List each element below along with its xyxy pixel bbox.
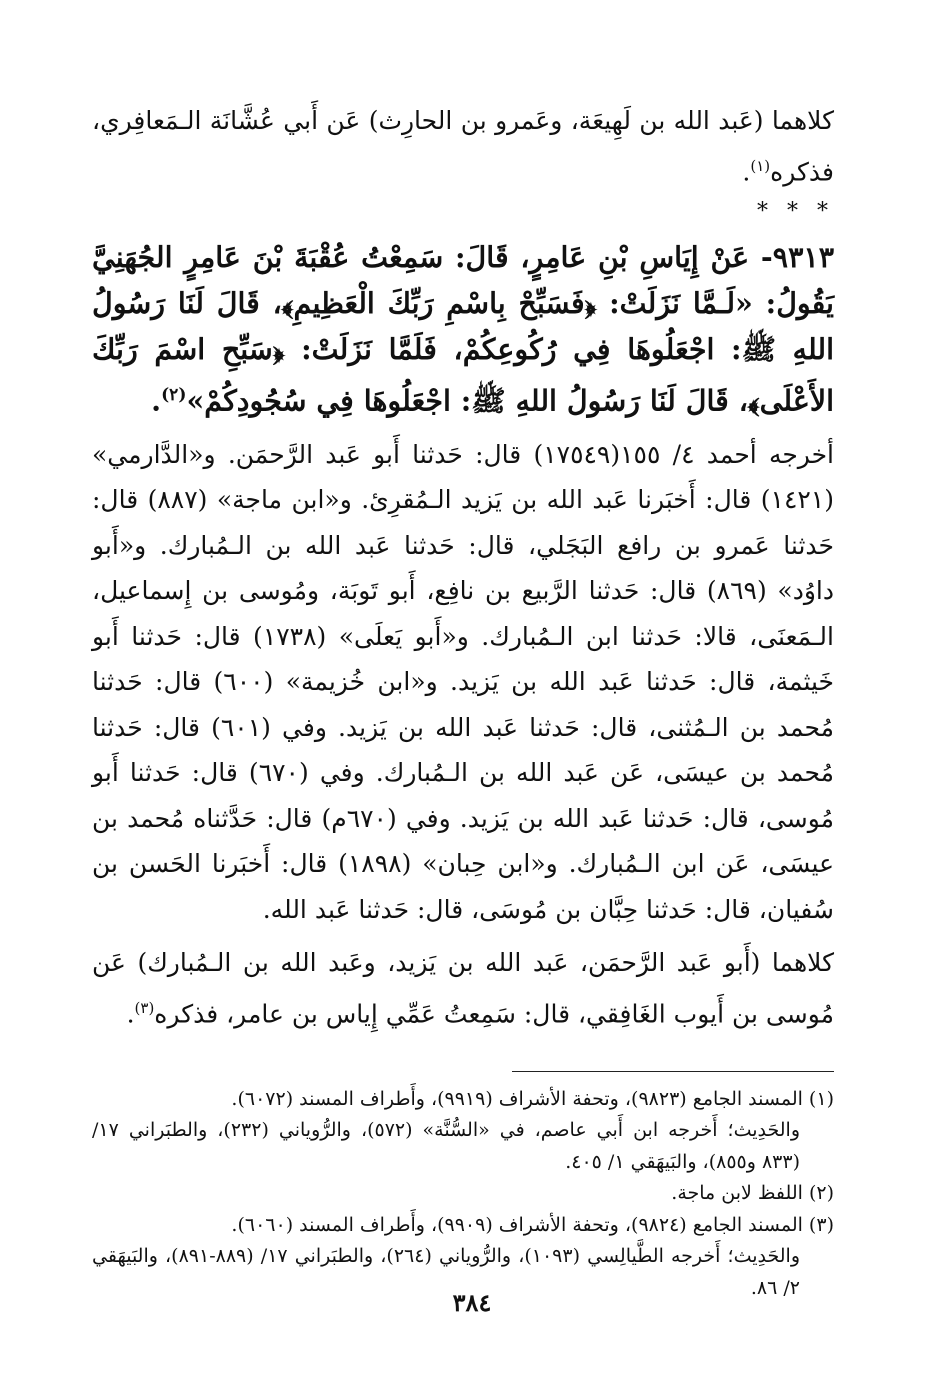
intro-paragraph-text: كلاهما (عَبد الله بن لَهِيعَة، وعَمرو بن الحارِث) عَن أَبي عُشَّانَة الـمَعافِري، فذكره [92,106,834,186]
section-separator: * * * [757,199,834,225]
footnotes [92,1084,834,1305]
footnote-divider [512,1071,834,1072]
hadith-text: ٩٣١٣- عَنْ إِيَاسِ بْنِ عَامِرٍ، قَالَ: سَمِعْتُ عُقْبَةَ بْنَ عَامِرٍ الجُهَنِيَّ يَقُولُ: «لَـمَّا نَزَلَتْ: ﴿فَسَبِّحْ بِاسْمِ رَبِّكَ الْعَظِيمِ﴾، قَالَ لَنَا رَسُولُ اللهِ ﷺ: اجْعَلُوهَا فِي رُكُوعِكُمْ، فَلَمَّا نَزَلَتْ: ﴿سَبِّحِ اسْمَ رَبِّكَ الأَعْلَى﴾، قَالَ لَنَا رَسُولُ اللهِ ﷺ: اجْعَلُوهَا فِي سُجُودِكُمْ»$^{(٢)}$. [92,240,834,418]
intro-paragraph: كلاهما (عَبد الله بن لَهِيعَة، وعَمرو بن الحارِث) عَن أَبي عُشَّانَة الـمَعافِري، فذكره$^{(١)}$. [92,106,834,186]
page-number: ٣٨٤ [452,1288,492,1317]
footnote-ref-3: (٣) [134,998,155,1017]
page-body [92,98,834,1304]
footnote-ref-2: (٢) [161,385,187,406]
takhrij-paragraph: أخرجه أحمد ٤/ ١٥٥(١٧٥٤٩) قال: حَدثنا أَبو عَبد الرَّحمَن. و«الدَّارمي» (١٤٢١) قال: أَخبَرنا عَبد الله بن يَزيد الـمُقرِئ. و«ابن ماجة» (٨٨٧) قال: حَدثنا عَمرو بن رافع البَجَلي، قال: حَدثنا عَبد الله بن الـمُبارك. و«أَبو داوُد» (٨٦٩) قال: حَدثنا الرَّبيع بن نافِع، أَبو تَوبَة، ومُوسى بن إِسماعيل، الـمَعنَى، قالا: حَدثنا ابن الـمُبارك. و«أَبو يَعلَى» (١٧٣٨) قال: حَدثنا أَبو خَيثمة، قال: حَدثنا عَبد الله بن يَزيد. و«ابن خُزيمة» (٦٠٠) قال: حَدثنا مُحمد بن الـمُثنى، قال: حَدثنا عَبد الله بن يَزيد. وفي (٦٠١) قال: حَدثنا مُحمد بن عيسَى، عَن عَبد الله بن الـمُبارك. وفي (٦٧٠) قال: حَدثنا أَبو مُوسى، قال: حَدثنا عَبد الله بن يَزيد. وفي (٦٧٠م) قال: حَدَّثناه مُحمد بن عيسَى، عَن ابن الـمُبارك. و«ابن حِبان» (١٨٩٨) قال: أَخبَرنا الحَسن بن سُفيان، قال: حَدثنا حِبَّان بن مُوسَى، قال: حَدثنا عَبد الله. [92,439,835,924]
footnote-line: (٣) المسند الجامع (٩٨٢٤)، وتحفة الأشراف (٩٩٠٩)، وأَطراف المسند (٦٠٦٠). [231,1213,834,1236]
footnote-line: (١) المسند الجامع (٩٨٢٣)، وتحفة الأشراف (٩٩١٩)، وأَطراف المسند (٦٠٧٢). [231,1087,834,1110]
footnote-line: (٢) اللفظ لابن ماجة. [671,1182,834,1205]
footnote-line: والحَدِيث؛ أَخرجه الطَّيالِسي (١٠٩٣)، والرُّوياني (٢٦٤)، والطبَراني ١٧/ (٨٨٩-٨٩١)، والبَيهَقي ٢/ ٨٦. [92,1245,801,1299]
kilahuma-paragraph: كلاهما (أَبو عَبد الرَّحمَن، عَبد الله بن يَزيد، وعَبد الله بن الـمُبارك) عَن مُوسى بن أَيوب الغَافِقي، قال: سَمِعتُ عَمِّي إِياس بن عامر، فذكره$^{(٣)}$. [92,948,834,1029]
kilahuma-paragraph-text: كلاهما (أَبو عَبد الرَّحمَن، عَبد الله بن يَزيد، وعَبد الله بن الـمُبارك) عَن مُوسى بن أَيوب الغَافِقي، قال: سَمِعتُ عَمِّي إِياس بن عامر، فذكره [92,948,834,1029]
hadith-body: ٩٣١٣- عَنْ إِيَاسِ بْنِ عَامِرٍ، قَالَ: سَمِعْتُ عُقْبَةَ بْنَ عَامِرٍ الجُهَنِيَّ يَقُولُ: «لَـمَّا نَزَلَتْ: ﴿فَسَبِّحْ بِاسْمِ رَبِّكَ الْعَظِيمِ﴾، قَالَ لَنَا رَسُولُ اللهِ ﷺ: اجْعَلُوهَا فِي رُكُوعِكُمْ، فَلَمَّا نَزَلَتْ: ﴿سَبِّحِ اسْمَ رَبِّكَ الأَعْلَى﴾، قَالَ لَنَا رَسُولُ اللهِ ﷺ: اجْعَلُوهَا فِي سُجُودِكُمْ» [92,240,834,418]
footnote-line: والحَدِيث؛ أَخرجه ابن أَبي عاصم، في «السُّنَّة» (٥٧٢)، والرُّوياني (٢٣٢)، والطبَراني ١٧/ (٨٣٣ و٨٥٥)، والبَيهَقي ١/ ٤٠٥. [92,1119,801,1173]
footnote-ref-1: (١) [750,156,771,175]
